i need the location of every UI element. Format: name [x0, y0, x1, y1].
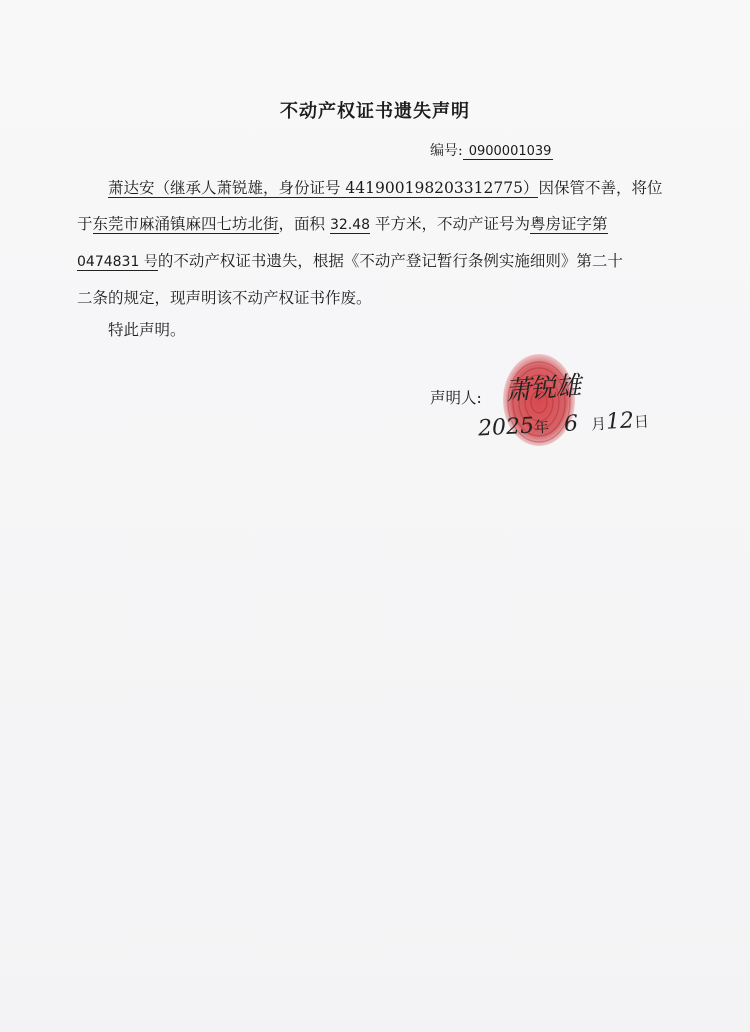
certificate-number-part2: 0474831 号 [77, 254, 158, 270]
number-value: 0900001039 [463, 144, 554, 160]
loss-reason-text: 因保管不善，将位 [538, 179, 663, 197]
number-label: 编号: [430, 143, 463, 159]
regulation-text: 的不动产权证书遗失，根据《不动产登记暂行条例实施细则》第二十 [157, 252, 623, 270]
property-address: 东莞市麻涌镇麻四七坊北街 [92, 215, 279, 233]
paragraph-line-3 [77, 243, 683, 280]
date-year-unit: 年 [533, 417, 550, 437]
date-month: 6 [563, 411, 579, 437]
document-title: 不动产权证书遗失声明 [280, 101, 470, 122]
paragraph-line-1 [77, 170, 683, 206]
certificate-number-part1: 粤房证字第 [530, 215, 608, 233]
date-day-unit: 日 [633, 412, 650, 432]
date-month-unit: 月 [590, 414, 607, 434]
date-year: 2025 [477, 413, 535, 442]
closing-statement: 特此声明。 [108, 321, 186, 339]
date-day: 12 [605, 408, 635, 435]
cert-prefix-text: 平方米，不动产证号为 [370, 215, 530, 233]
declaration-paragraph [77, 170, 683, 316]
paragraph-line-4: 二条的规定，现声明该不动产权证书作废。 [77, 289, 372, 307]
area-prefix-text: ，面积 [278, 215, 330, 233]
paragraph-line-2 [77, 206, 683, 243]
handwritten-signature: 萧锐雄 [504, 371, 582, 407]
owner-heir-info: 萧达安（继承人萧锐雄，身份证号 441900198203312775） [108, 179, 539, 197]
prefix-text: 于 [77, 215, 93, 233]
property-area: 32.48 [329, 217, 371, 233]
document-number [430, 140, 553, 160]
declarant-label: 声明人: [430, 389, 482, 407]
